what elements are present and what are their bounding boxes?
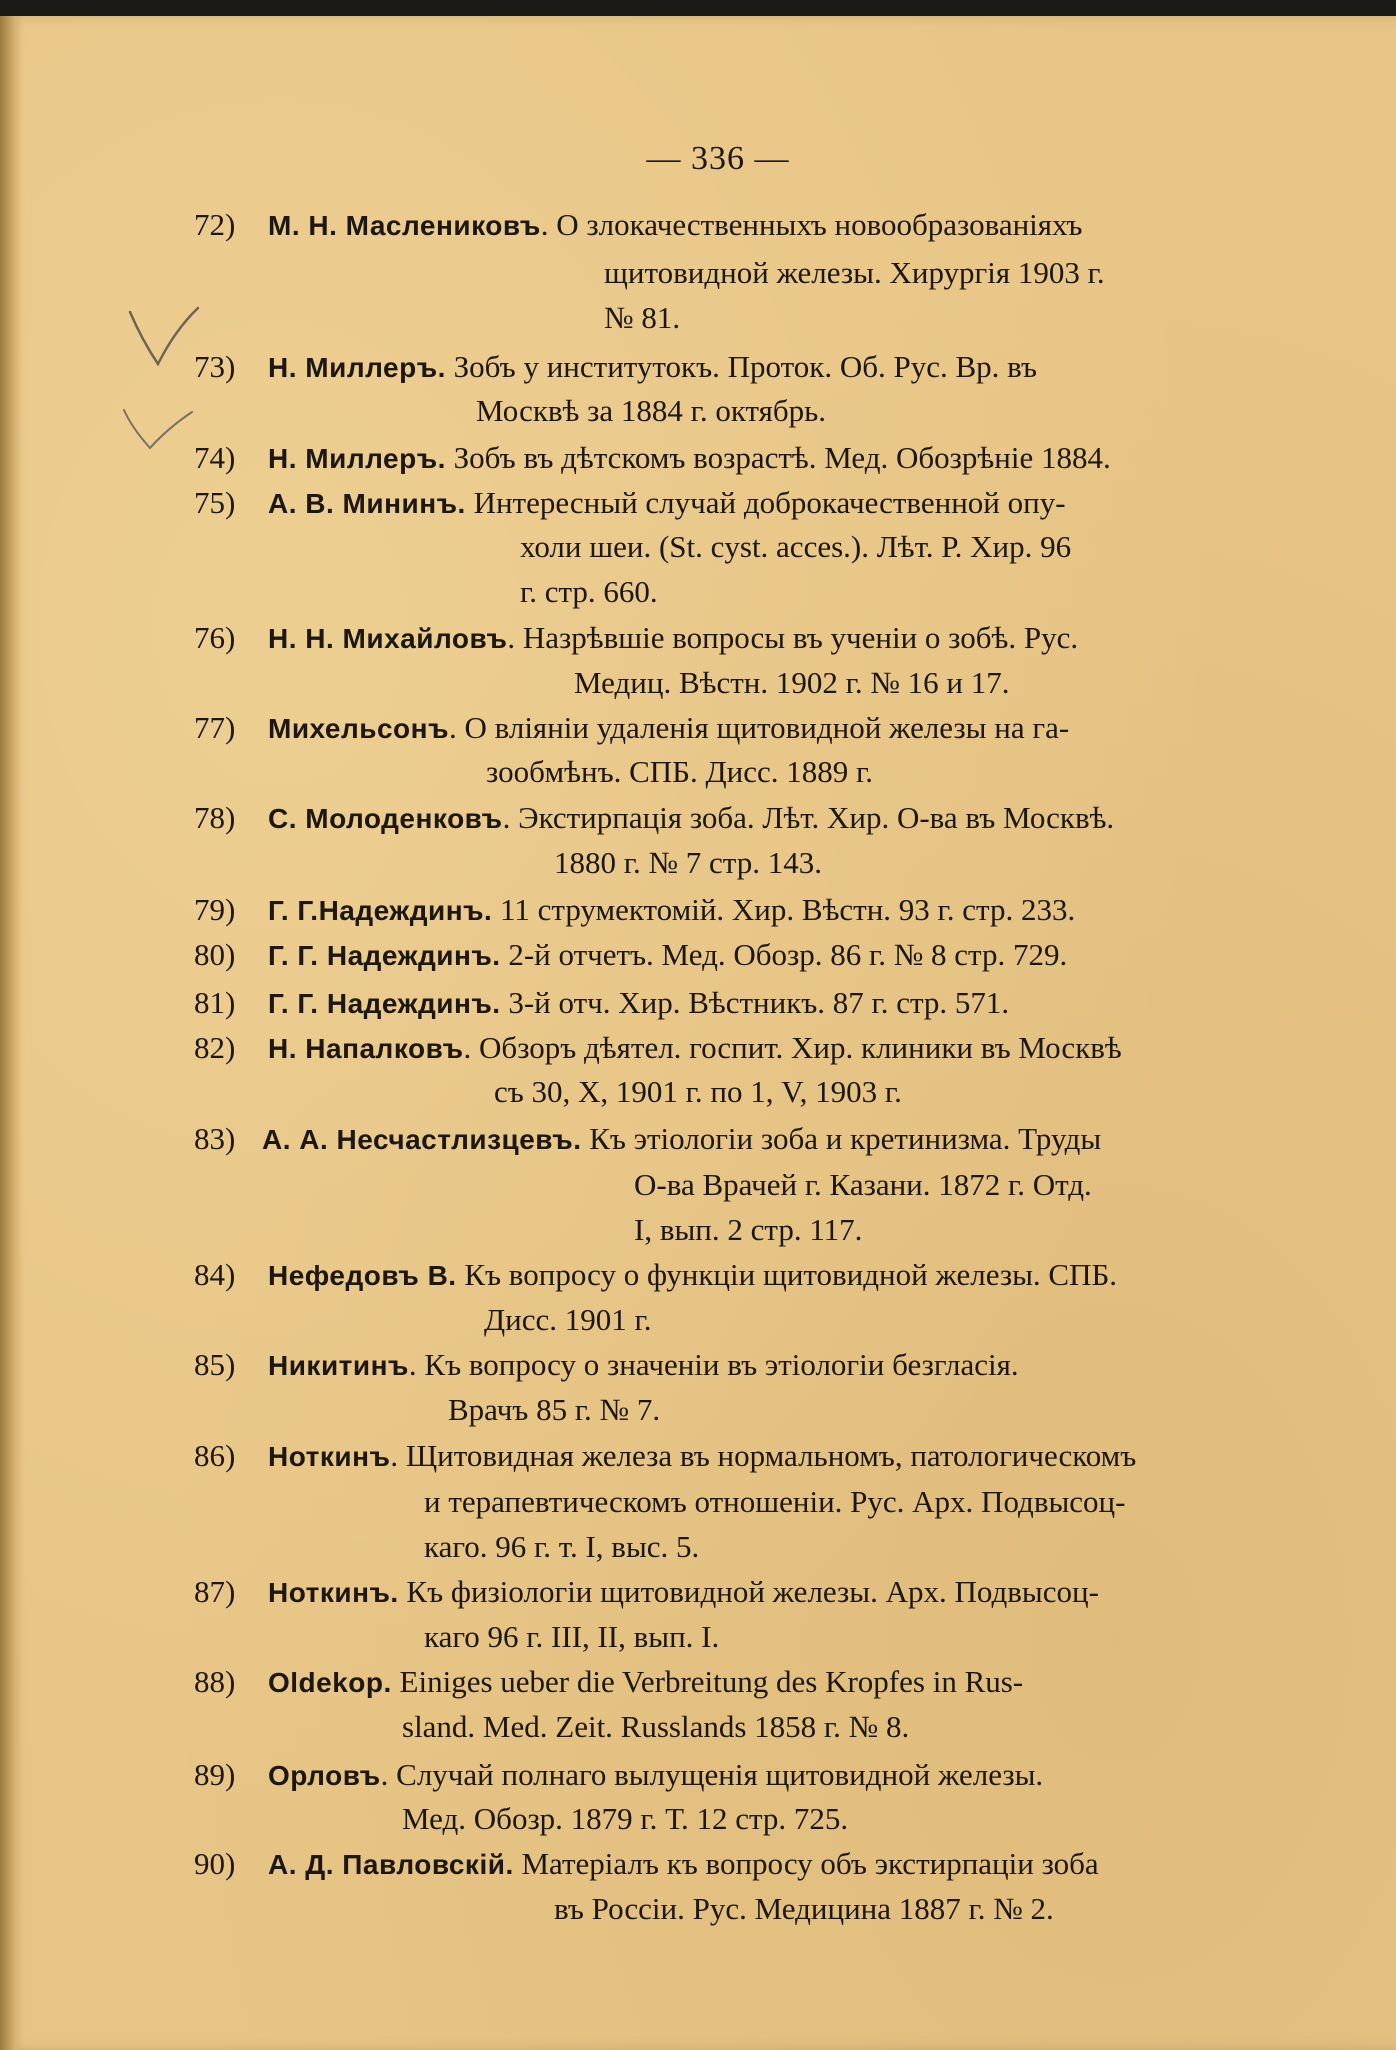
entry-author: А. А. Несчастлизцевъ. [262,1124,582,1155]
entry-author: Н. Напалковъ [268,1033,464,1064]
entry-number: 87) [194,1574,236,1609]
entry-number: 89) [194,1757,236,1792]
entry-text: зообмѣнъ. СПБ. Дисс. 1889 г. [486,754,873,789]
entry-text: . Экстирпація зоба. Лѣт. Хир. О-ва въ Москвѣ. [502,800,1115,835]
entry-author: А. Д. Павловскій. [268,1849,514,1880]
entry-author: Oldekop. [268,1667,392,1698]
entry-first-line [268,1662,1023,1703]
entry-author: М. Н. Маслениковъ [268,210,541,241]
entry-text: щитовидной железы. Хирургія 1903 г. [604,255,1105,290]
entry-first-line [268,1755,1043,1796]
entry-text: Къ вопросу о функціи щитовидной железы. СПБ. [456,1257,1118,1292]
entry-text: Интересный случай доброкачественной опу- [465,485,1066,520]
entry-text: Врачъ 85 г. № 7. [448,1392,661,1427]
entry-text: Медиц. Вѣстн. 1902 г. № 16 и 17. [574,665,1010,700]
entry-text: № 81. [604,300,681,335]
entry-text: . О злокачественныхъ новообразованіяхъ [540,207,1083,242]
entry-text: sland. Med. Zeit. Russlands 1858 г. № 8. [402,1709,910,1744]
entry-first-line [268,1028,1122,1069]
entry-text: . Назрѣвшіе вопросы въ ученіи о зобѣ. Рус. [507,620,1079,655]
entry-text: . Обзоръ дѣятел. госпит. Хир. клиники въ Москвѣ [463,1030,1122,1065]
entry-first-line [268,1844,1099,1885]
entry-text: Зобъ у институтокъ. Проток. Об. Рус. Вр. въ [445,349,1038,384]
entry-first-line [268,347,1037,388]
entry-first-line [268,438,1111,479]
entry-author: Н. Миллеръ. [268,352,446,383]
entry-author: Ноткинъ [268,1441,391,1472]
entry-number: 76) [194,620,236,655]
entry-author: Никитинъ [268,1350,409,1381]
entry-author: Орловъ [268,1760,381,1791]
entry-first-line [268,708,1069,749]
entry-first-line [268,935,1067,976]
entry-text: 2-й отчетъ. Мед. Обозр. 86 г. № 8 стр. 729. [500,937,1068,972]
entry-text: каго. 96 г. т. I, выс. 5. [424,1529,700,1564]
entry-number: 74) [194,440,236,475]
entry-text: . Къ вопросу о значеніи въ этіологіи безгласія. [408,1347,1019,1382]
entry-author: С. Молоденковъ [268,803,503,834]
entry-number: 82) [194,1030,236,1065]
entry-first-line [268,1255,1117,1296]
entry-text: 1880 г. № 7 стр. 143. [554,845,822,880]
entry-number: 86) [194,1438,236,1473]
entry-first-line [268,1345,1019,1386]
entry-author: Г. Г. Надеждинъ. [268,940,501,971]
entry-text: . Щитовидная железа въ нормальномъ, патологическомъ [390,1438,1137,1473]
entry-number: 81) [194,985,236,1020]
entry-author: Г. Г. Надеждинъ. [268,988,501,1019]
entry-author: Ноткинъ. [268,1577,399,1608]
entry-number: 84) [194,1257,236,1292]
entry-first-line [268,890,1075,931]
entry-text: 11 струмектомій. Хир. Вѣстн. 93 г. стр. 233. [492,892,1076,927]
entry-number: 73) [194,349,236,384]
entry-text: Матеріалъ къ вопросу объ экстирпаціи зоба [513,1846,1099,1881]
entry-first-line [268,205,1082,246]
entry-number: 80) [194,937,236,972]
entry-first-line [268,1572,1099,1613]
entry-text: Москвѣ за 1884 г. октябрь. [476,393,827,428]
entry-first-line [268,798,1114,839]
entry-number: 77) [194,710,236,745]
entry-text: 3-й отч. Хир. Вѣстникъ. 87 г. стр. 571. [500,985,1010,1020]
entry-text: каго 96 г. III, II, вып. I. [424,1619,720,1654]
entry-text: холи шеи. (St. cyst. acces.). Лѣт. Р. Хир. 96 [520,529,1072,564]
entry-first-line [268,618,1078,659]
entry-text: . Случай полнаго вылущенія щитовидной железы. [380,1757,1044,1792]
entry-text: Дисс. 1901 г. [484,1302,652,1337]
entry-text: и терапевтическомъ отношеніи. Рус. Арх. Подвысоц- [424,1484,1126,1519]
entry-text: Мед. Обозр. 1879 г. Т. 12 стр. 725. [402,1801,849,1836]
entry-number: 83) [194,1121,236,1156]
entry-author: Н. Миллеръ. [268,443,446,474]
entry-text: I, вып. 2 стр. 117. [634,1212,863,1247]
entry-text: . О вліяніи удаленія щитовидной железы на га- [448,710,1070,745]
entry-number: 75) [194,485,236,520]
entry-number: 90) [194,1846,236,1881]
entry-text: г. стр. 660. [520,574,658,609]
entry-author: А. В. Мининъ. [268,488,466,519]
entry-first-line [268,983,1009,1024]
entry-text: съ 30, X, 1901 г. по 1, V, 1903 г. [494,1074,902,1109]
entry-first-line [262,1119,1101,1160]
entry-author: Г. Г.Надеждинъ. [268,895,493,926]
entry-author: Н. Н. Михайловъ [268,623,508,654]
entry-first-line [268,483,1066,524]
entry-number: 72) [194,207,236,242]
entry-author: Михельсонъ [268,713,449,744]
entry-number: 79) [194,892,236,927]
entry-text: Къ этіологіи зоба и кретинизма. Труды [581,1121,1102,1156]
entry-text: Зобъ въ дѣтскомъ возрастѣ. Мед. Обозрѣніе 1884. [445,440,1111,475]
entry-text: Einiges ueber die Verbreitung des Kropfes in Rus- [391,1664,1024,1699]
entry-text: въ Россіи. Рус. Медицина 1887 г. № 2. [554,1891,1054,1926]
entry-number: 78) [194,800,236,835]
entry-text: Къ физіологіи щитовидной железы. Арх. Подвысоц- [398,1574,1099,1609]
entry-text: О-ва Врачей г. Казани. 1872 г. Отд. [634,1167,1092,1202]
entry-author: Нефедовъ В. [268,1260,457,1291]
entry-number: 88) [194,1664,236,1699]
entry-first-line [268,1436,1136,1477]
page-spine-edge [0,16,22,2050]
entry-number: 85) [194,1347,236,1382]
page-number: — 336 — [646,140,790,177]
